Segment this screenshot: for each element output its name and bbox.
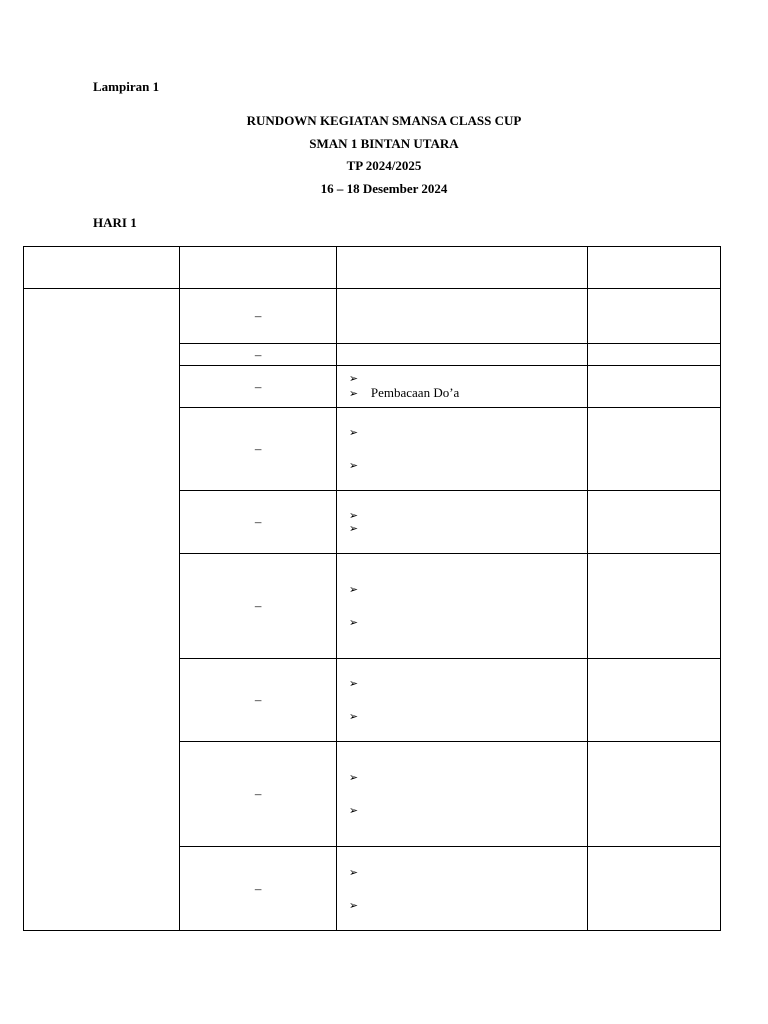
title-line: RUNDOWN KEGIATAN SMANSA CLASS CUP [246, 113, 522, 128]
rundown-table [23, 246, 721, 931]
activity-bullet [349, 899, 587, 912]
activity-cell [336, 408, 587, 491]
arrowhead-bullet-icon: ➢ [348, 509, 359, 522]
activity-bullet [349, 866, 587, 879]
time-cell [180, 742, 336, 847]
time-cell [180, 659, 336, 742]
arrowhead-bullet-icon: ➢ [348, 372, 359, 385]
title-line: 16 – 18 Desember 2024 [320, 180, 448, 196]
table-header-row [24, 247, 721, 289]
notes-cell [587, 366, 720, 408]
arrowhead-bullet-icon: ➢ [348, 459, 359, 472]
header-cell [336, 247, 587, 289]
time-cell [180, 554, 336, 659]
activity-cell [336, 554, 587, 659]
notes-cell [587, 408, 720, 491]
activity-cell [336, 289, 587, 344]
time-cell [180, 289, 336, 344]
time-dash: – [254, 598, 262, 613]
notes-cell [587, 659, 720, 742]
document-title [0, 110, 768, 200]
activity-bullet [349, 771, 587, 784]
time-cell [180, 491, 336, 554]
arrowhead-bullet-icon: ➢ [348, 616, 359, 629]
time-dash: – [254, 692, 262, 707]
header-cell [24, 247, 180, 289]
activity-cell [336, 742, 587, 847]
activity-cell [336, 659, 587, 742]
arrowhead-bullet-icon: ➢ [348, 804, 359, 817]
activity-bullet [349, 426, 587, 439]
arrowhead-bullet-icon: ➢ [348, 710, 359, 723]
notes-cell [587, 554, 720, 659]
activity-bullet [349, 459, 587, 472]
activity-cell [336, 491, 587, 554]
notes-cell [587, 289, 720, 344]
activity-bullet [349, 616, 587, 629]
activity-bullet [349, 710, 587, 723]
arrowhead-bullet-icon: ➢ [348, 426, 359, 439]
time-dash: – [254, 346, 262, 362]
time-dash: – [254, 786, 262, 801]
activity-cell [336, 344, 587, 366]
time-dash: – [254, 880, 262, 896]
arrowhead-bullet-icon: ➢ [348, 677, 359, 690]
title-line: SMAN 1 BINTAN UTARA [309, 135, 459, 151]
activity-bullet [349, 385, 587, 401]
day-label: HARI 1 [93, 215, 137, 230]
notes-cell [587, 344, 720, 366]
activity-bullet [349, 677, 587, 690]
day-cell [24, 289, 180, 931]
arrowhead-bullet-icon: ➢ [348, 583, 359, 596]
activity-cell [336, 847, 587, 931]
activity-cell [336, 366, 587, 408]
arrowhead-bullet-icon: ➢ [348, 898, 359, 912]
time-dash: – [254, 441, 262, 456]
time-dash: – [254, 514, 262, 529]
time-dash: – [254, 308, 262, 323]
time-dash: – [254, 378, 262, 394]
arrowhead-bullet-icon: ➢ [348, 522, 359, 535]
title-line: TP 2024/2025 [346, 158, 422, 173]
header-cell [180, 247, 336, 289]
time-cell [180, 408, 336, 491]
arrowhead-bullet-icon: ➢ [348, 386, 359, 400]
table-row [24, 289, 721, 344]
time-cell [180, 366, 336, 408]
time-cell [180, 847, 336, 931]
activity-bullet [349, 804, 587, 817]
notes-cell [587, 742, 720, 847]
activity-bullet [349, 509, 587, 522]
activity-text: Pembacaan Do’a [370, 385, 460, 400]
activity-bullet [349, 372, 587, 385]
notes-cell [587, 491, 720, 554]
arrowhead-bullet-icon: ➢ [348, 865, 359, 879]
attachment-label: Lampiran 1 [93, 79, 160, 94]
time-cell [180, 344, 336, 366]
notes-cell [587, 847, 720, 931]
activity-bullet [349, 522, 587, 535]
activity-bullet [349, 583, 587, 596]
arrowhead-bullet-icon: ➢ [348, 771, 359, 784]
header-cell [587, 247, 720, 289]
